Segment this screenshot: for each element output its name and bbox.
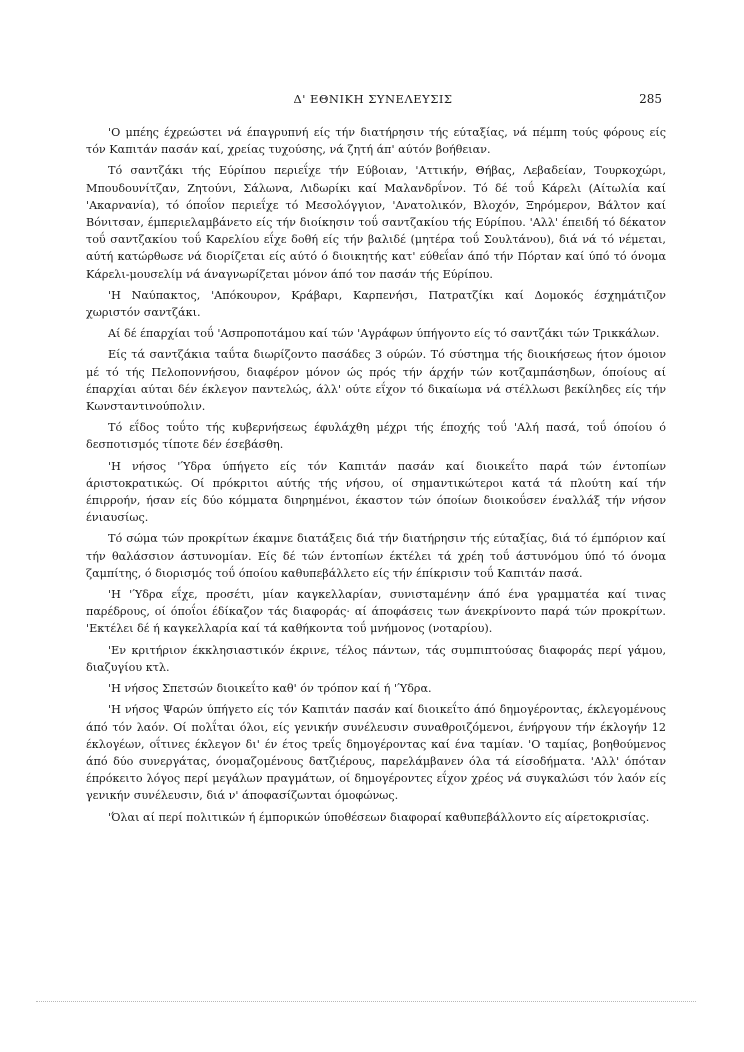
paragraph: 'Εν κριτήριον έκκλησιαστικόν έκρινε, τέλος πάντων, τάς συμπιπτούσας διαφοράς περί γάμου, διαζυγίου κτλ.: [86, 643, 666, 674]
paragraph: Τό σώμα τών προκρίτων έκαμνε διατάξεις διά τήν διατήρησιν τής εύταξίας, διά τό έμπόριον καί τήν θαλάσσιον άστυνομίαν. Είς δέ τών έντοπίων έκτέλει τά χρέη τοΰ άστυνόμου ύπό τό όνομα ζαμπίτης, ό διορισμός τοΰ όποίου καθυπεβάλλετο είς τήν έπίκρισιν τοΰ Καπιτάν πασά.: [86, 532, 666, 580]
running-title: Δ' ΕΘΝΙΚΗ ΣΥΝΕΛΕΥΣΙΣ: [293, 92, 453, 106]
paragraph: 'Όλαι αί περί πολιτικών ή έμπορικών ύποθέσεων διαφοραί καθυπεβάλλοντο είς αίρετοκρισίας.: [108, 810, 650, 824]
paragraph: 'Η Ναύπακτος, 'Απόκουρον, Κράβαρι, Καρπενήσι, Πατρατζίκι καί Δομοκός έσχημάτιζον χωριστόν σαντζάκι.: [86, 288, 666, 320]
body-text: [86, 124, 666, 830]
paragraph: 'Η νήσος Ψαρών ύπήγετο είς τόν Καπιτάν πασάν καί διοικεΐτο άπό δημογέροντας, έκλεγομένους άπό τόν λαόν. Οί πολΐται όλοι, είς γενικήν συνέλευσιν συναθροιζόμενοι, ένήργουν τήν έκλογήν 12 έκλογέων, οΐτινες έκλεγον δι' έν έτος τρεΐς δημογέροντας καί ένα ταμίαν. 'Ο ταμίας, βοηθούμενος άπό δύο συνεργάτας, όνομαζομένους δατζιέρους, παρελάμβανεν όλα τά είσοδήματα. 'Αλλ' όπόταν έπρόκειτο λόγος περί μεγάλων πραγμάτων, οί δημογέροντες εΐχον χρέος νά συγκαλώσι τόν λαόν είς γενικήν συνέλευσιν, διά ν' άποφασίζωνται όμοφώνως.: [86, 703, 666, 803]
paragraph: Είς τά σαντζάκια ταΰτα διωρίζοντο πασάδες 3 ούρών. Τό σύστημα τής διοικήσεως ήτον όμοιον μέ τό τής Πελοποννήσου, διαφέρον μόνον ώς πρός τήν άρχήν τών κοτζαμπάσηδων, όποίους αί έπαρχίαι αύται δέν έκλεγον παντελώς, άλλ' ούτε εΐχον τό δικαίωμα νά στέλλωσι βεκίληδες είς τήν Κωνσταντινούπολιν.: [86, 348, 666, 414]
running-head: [76, 92, 670, 112]
paragraph: 'Η νήσος Σπετσών διοικεΐτο καθ' όν τρόπον καί ή 'Ύδρα.: [108, 682, 432, 696]
page-number: 285: [639, 92, 662, 106]
paragraph: 'Η 'Ύδρα εΐχε, προσέτι, μίαν καγκελλαρίαν, συνισταμένην άπό ένα γραμματέα καί τινας παρέδρους, οί όποΐοι έδίκαζον τάς διαφοράς· αί άποφάσεις των άνεκρίνοντο παρά τών προκρίτων. 'Εκτέλει δέ ή καγκελλαρία καί τά καθήκοντα τοΰ μνήμονος (νοταρίου).: [86, 588, 666, 636]
paragraph: Τό σαντζάκι τής Εύρίπου περιεΐχε τήν Εύβοιαν, 'Αττικήν, Θήβας, Λεβαδείαν, Τουρκοχώρι, Μπουδουνίτζαν, Ζητούνι, Σάλωνα, Λιδωρίκι καί Μαλανδρΐνον. Τό δέ τοΰ Κάρελι (Αίτωλία καί 'Ακαρνανία), τό όποΐον περιεΐχε τό Μεσολόγγιον, 'Ανατολικόν, Βλοχόν, Ξηρόμερον, Βάλτον καί Βόνιτσαν, έμπεριελαμβάνετο είς τήν διοίκησιν τοΰ σαντζακίου τής Εύρίπου. 'Αλλ' έπειδή τό δέκατον τοΰ σαντζακίου τοΰ Καρελίου εΐχε δοθή είς τήν βαλιδέ (μητέρα τοΰ Σουλτάνου), διά νά τό νέμεται, αύτή κατώρθωσε νά διορίζεται είς αύτό ό διοικητής κατ' εύθεΐαν άπό τήν Πόρταν καί ύπό τό όνομα Κάρελι-μουσελίμ νά άναγνωρίζεται μόνον άπό τον πασάν τής Εύρίπου.: [86, 164, 666, 281]
scan-footer-rule: [36, 1001, 696, 1002]
paragraph: Αί δέ έπαρχίαι τοΰ 'Ασπροποτάμου καί τών 'Αγράφων ύπήγοντο είς τό σαντζάκι τών Τρικκάλων.: [108, 327, 660, 341]
paragraph: 'Ο μπέης έχρεώστει νά έπαγρυπνή είς τήν διατήρησιν τής εύταξίας, νά πέμπη τούς φόρους είς τόν Καπιτάν πασάν καί, χρείας τυχούσης, νά ζητή άπ' αύτόν βοήθειαν.: [86, 126, 666, 157]
paragraph: 'Η νήσος 'Ύδρα ύπήγετο είς τόν Καπιτάν πασάν καί διοικεΐτο παρά τών έντοπίων άριστοκρατικώς. Οί πρόκριτοι αύτής τής νήσου, οί σημαντικώτεροι κατά τά πλούτη καί τήν έπιρροήν, ήσαν είς δύο κόμματα διηρημένοι, έκαστον τών όποίων διοικοΰσεν έναλλάξ τήν νήσον ένιαυσίως.: [86, 459, 666, 525]
paragraph: Τό εΐδος τοΰτο τής κυβερνήσεως έφυλάχθη μέχρι τής έποχής τοΰ 'Αλή πασά, τοΰ όποίου ό δεσποτισμός τίποτε δέν έσεβάσθη.: [86, 421, 666, 452]
